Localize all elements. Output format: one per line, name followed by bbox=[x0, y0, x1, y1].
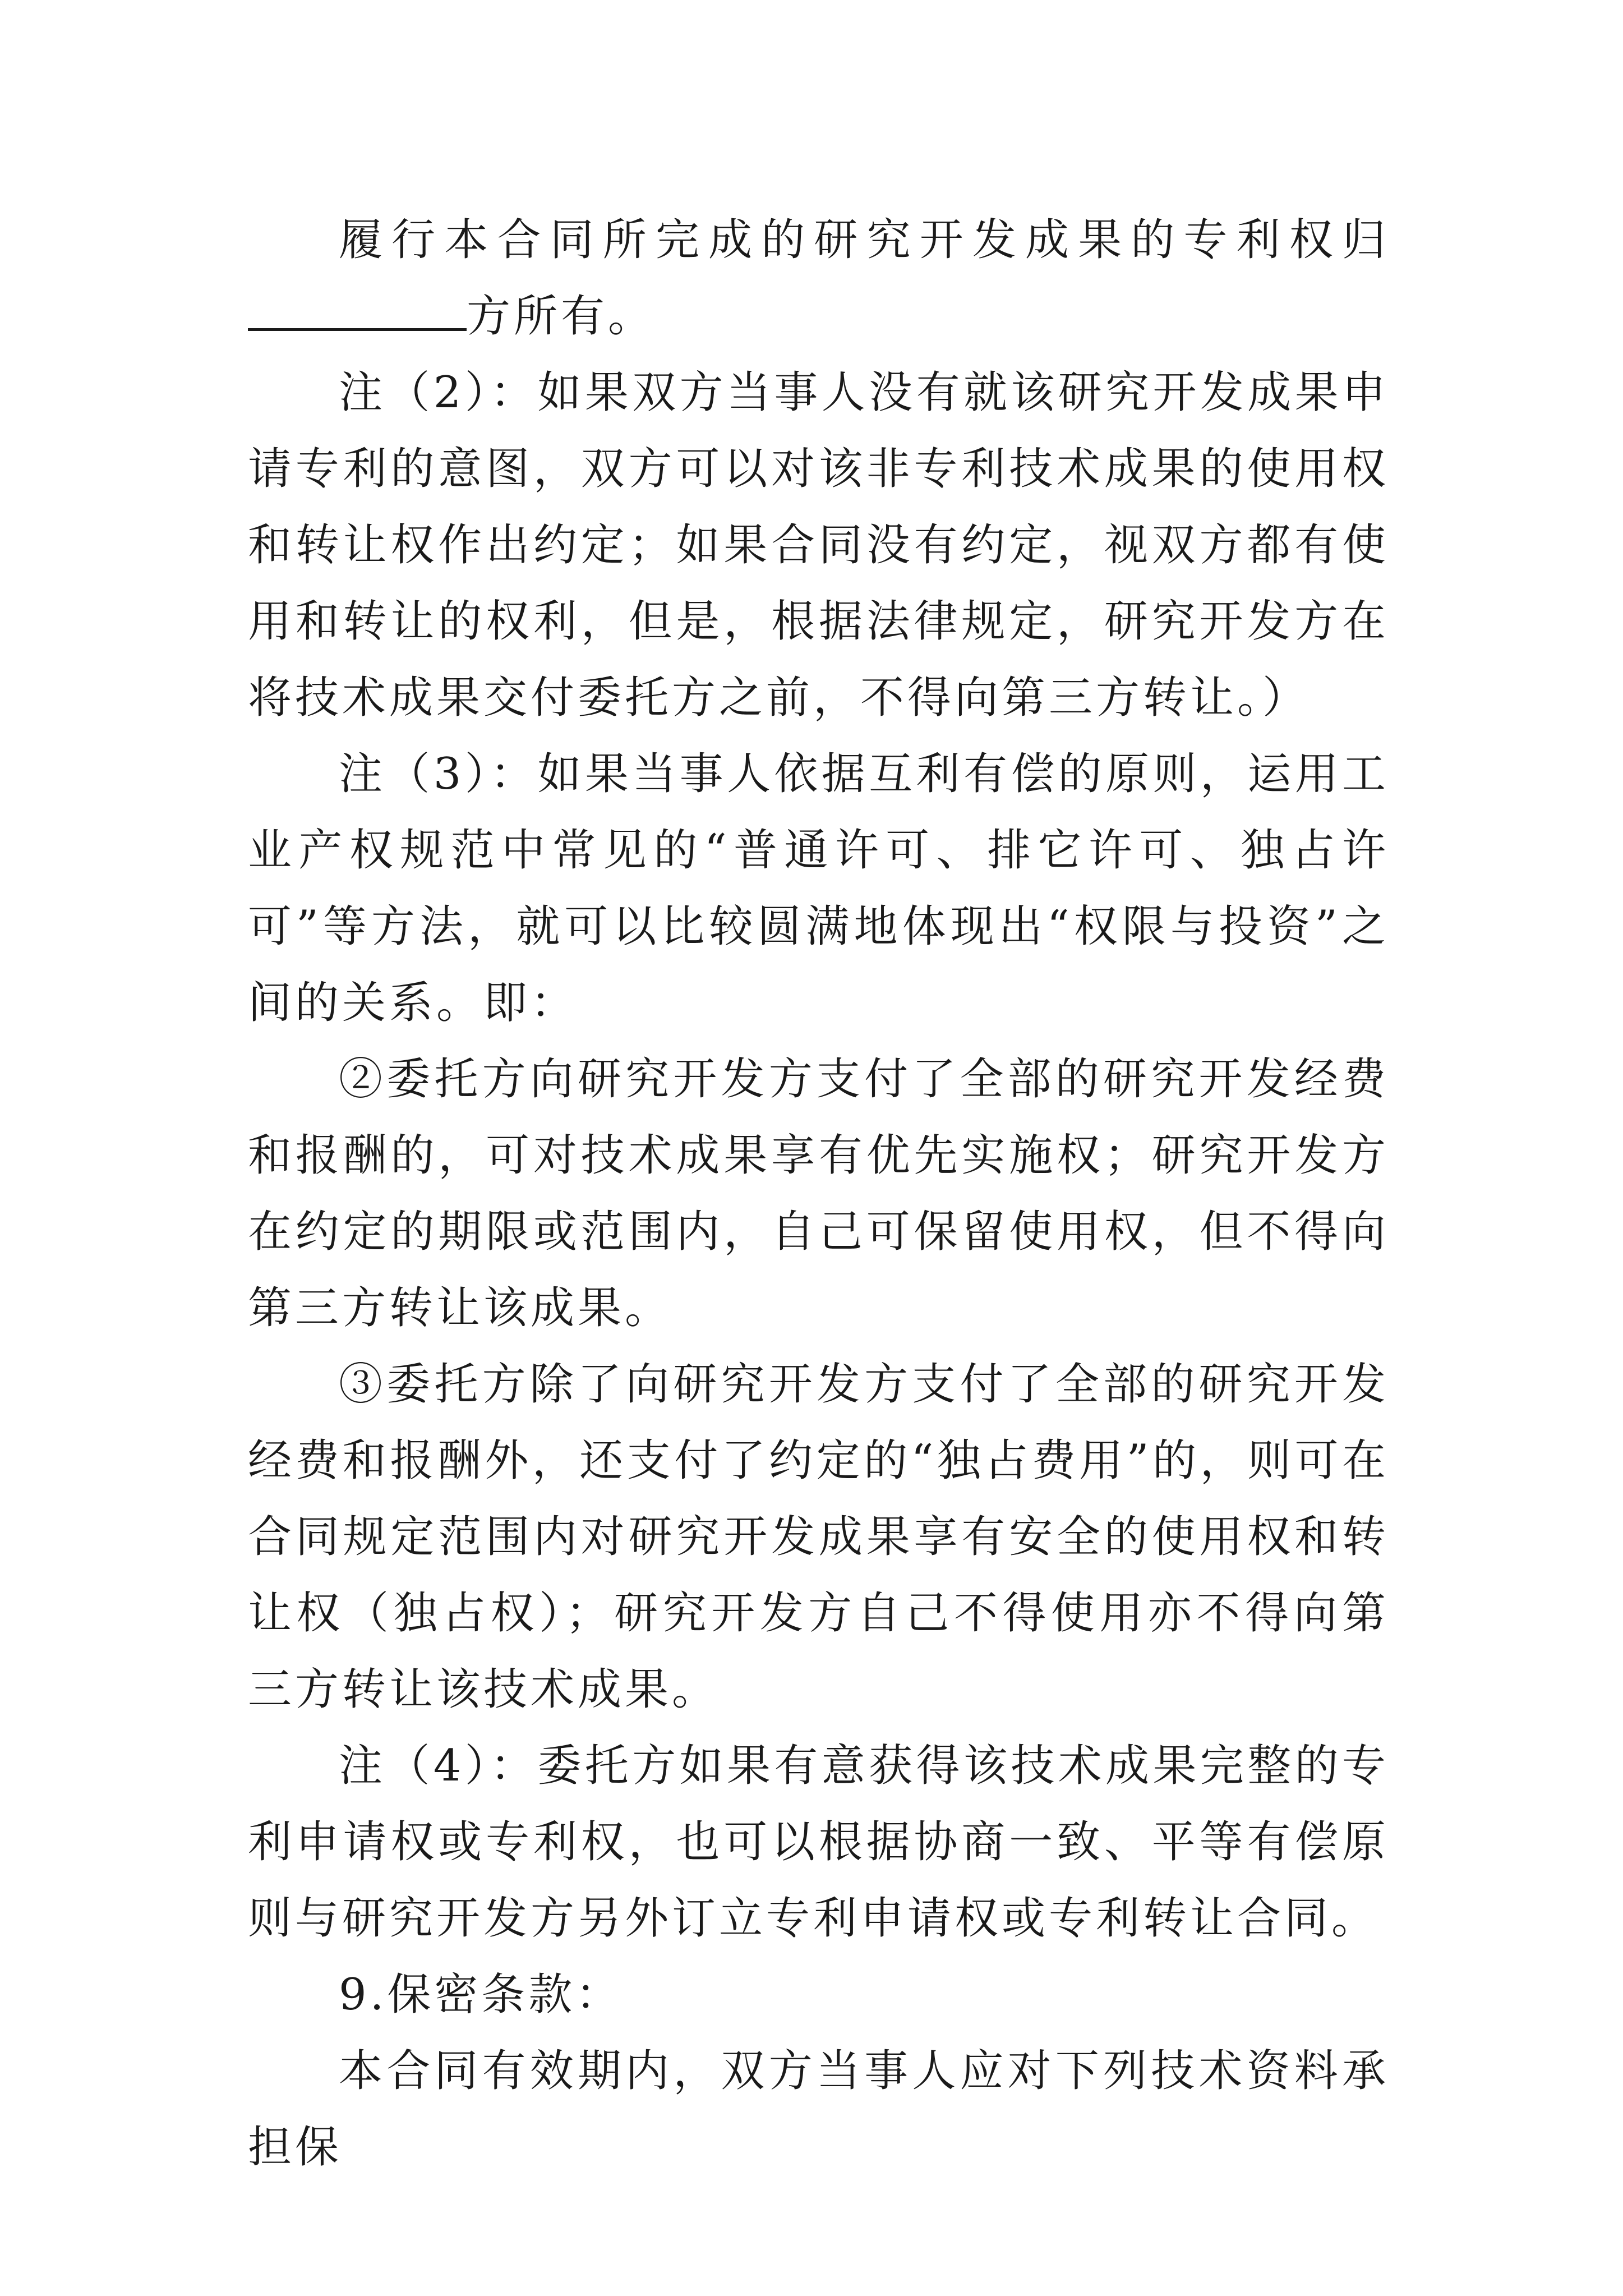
paragraph-note-2: 注（2）：如果双方当事人没有就该研究开发成果申请专利的意图，双方可以对该非专利技术成果的使用权和转让权作出约定；如果合同没有约定，视双方都有使用和转让的权利，但是，根据法律规定，研究开发方在将技术成果交付委托方之前，不得向第三方转让。） bbox=[248, 367, 1389, 723]
paragraph-patent-ownership bbox=[248, 202, 1389, 355]
paragraph-item-2: ②委托方向研究开发方支付了全部的研究开发经费和报酬的，可对技术成果享有优先实施权；研究开发方在约定的期限或范围内，自己可保留使用权，但不得向第三方转让该成果。 bbox=[248, 1054, 1389, 1333]
fill-in-blank[interactable] bbox=[248, 286, 416, 331]
fill-in-blank-continued[interactable] bbox=[416, 286, 467, 331]
paragraph-text: 方所有。 bbox=[467, 291, 656, 342]
paragraph-note-3: 注（3）：如果当事人依据互利有偿的原则，运用工业产权规范中常见的“普通许可、排它许可、独占许可”等方法，就可以比较圆满地体现出“权限与投资”之间的关系。即： bbox=[248, 749, 1389, 1028]
paragraph-note-4: 注（4）：委托方如果有意获得该技术成果完整的专利申请权或专利权，也可以根据协商一致、平等有偿原则与研究开发方另外订立专利申请权或专利转让合同。 bbox=[248, 1741, 1389, 1944]
document-body bbox=[248, 202, 1389, 2185]
paragraph-item-3: ③委托方除了向研究开发方支付了全部的研究开发经费和报酬外，还支付了约定的“独占费用”的，则可在合同规定范围内对研究开发成果享有安全的使用权和转让权（独占权）；研究开发方自己不得使用亦不得向第三方转让该技术成果。 bbox=[248, 1359, 1389, 1715]
section-heading-confidentiality: 9.保密条款： bbox=[339, 1970, 623, 2020]
paragraph-text: 履行本合同所完成的研究开发成果的专利权归 bbox=[339, 215, 1389, 265]
paragraph-confidentiality: 本合同有效期内，双方当事人应对下列技术资料承担保 bbox=[248, 2046, 1389, 2173]
